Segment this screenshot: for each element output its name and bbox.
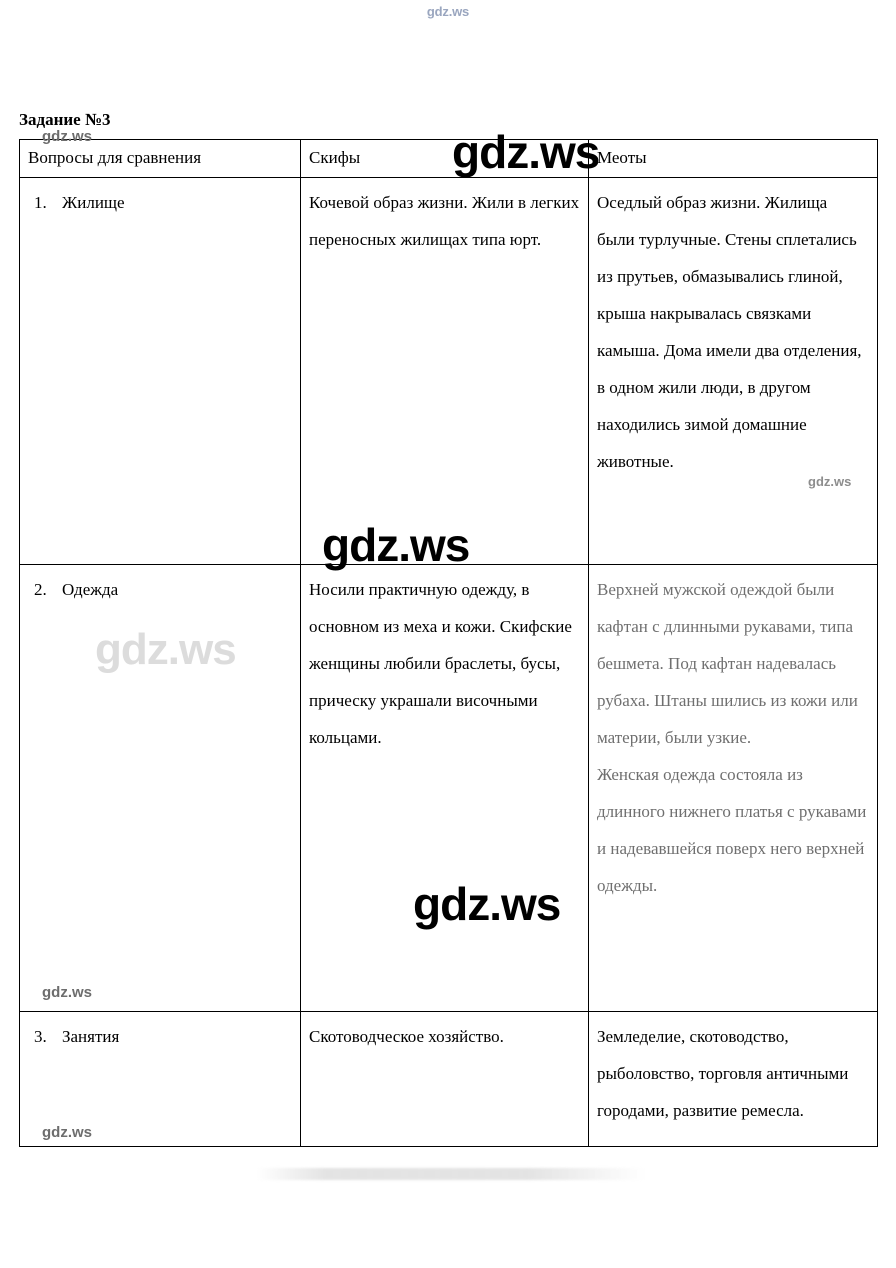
- cell-scythians-3: Скотоводческое хозяйство.: [301, 1012, 589, 1147]
- row-number-1: 1.: [34, 193, 47, 212]
- row-label-cell-2: [20, 565, 301, 1012]
- column-header-meotians: Меоты: [589, 140, 878, 178]
- watermark-large-3: gdz.ws: [413, 878, 561, 930]
- cell-scythians-2: Носили практичную одежду, в основном из меха и кожи. Скифские женщины любили браслеты, бусы, прическу украшали височными кольцами.: [301, 565, 589, 1012]
- cell-meotians-2-paragraph-1: Верхней мужской одеждой были кафтан с длинными рукавами, типа бешмета. Под кафтан надевалась рубаха. Штаны шились из кожи или материи, были узкие.: [597, 580, 858, 747]
- row-label-2: Одежда: [62, 580, 119, 599]
- column-header-scythians: Скифы: [301, 140, 589, 178]
- row-label-cell-1: [20, 178, 301, 565]
- row-label-1: Жилище: [62, 193, 125, 212]
- row-label-3: Занятия: [62, 1027, 120, 1046]
- row-number-2: 2.: [34, 580, 47, 599]
- cell-meotians-2-paragraph-2: Женская одежда состояла из длинного нижнего платья с рукавами и надевавшейся поверх него верхней одежды.: [597, 765, 867, 895]
- watermark-small-2: gdz.ws: [42, 984, 93, 1001]
- watermark-small-1: gdz.ws: [42, 128, 93, 145]
- table-row: [20, 1012, 878, 1147]
- watermark-large-2: gdz.ws: [322, 519, 470, 571]
- cell-scythians-1: Кочевой образ жизни. Жили в легких переносных жилищах типа юрт.: [301, 178, 589, 565]
- row-label-cell-3: [20, 1012, 301, 1147]
- watermark-tiny-1: gdz.ws: [808, 474, 852, 489]
- cell-meotians-3: Земледелие, скотоводство, рыболовство, торговля античными городами, развитие ремесла.: [589, 1012, 878, 1147]
- page-smudge: [255, 1168, 645, 1180]
- cell-meotians-1: Оседлый образ жизни. Жилища были турлучные. Стены сплетались из прутьев, обмазывались глиной, крыша накрывалась связками камыша. Дома имели два отделения, в одном жили люди, в другом находились зимой домашние животные.: [589, 178, 878, 565]
- table-row: [20, 178, 878, 565]
- watermark-faint-1: gdz.ws: [95, 625, 236, 674]
- cell-meotians-2: [589, 565, 878, 1012]
- table-row: [20, 565, 878, 1012]
- watermark-large-1: gdz.ws: [452, 126, 600, 178]
- table-header-row: [20, 140, 878, 178]
- column-header-questions: Вопросы для сравнения: [20, 140, 301, 178]
- comparison-table: [19, 139, 878, 1147]
- watermark-small-3: gdz.ws: [42, 1124, 93, 1141]
- row-number-3: 3.: [34, 1027, 47, 1046]
- page-top-watermark: gdz.ws: [426, 4, 470, 19]
- page-title: Задание №3: [19, 110, 111, 129]
